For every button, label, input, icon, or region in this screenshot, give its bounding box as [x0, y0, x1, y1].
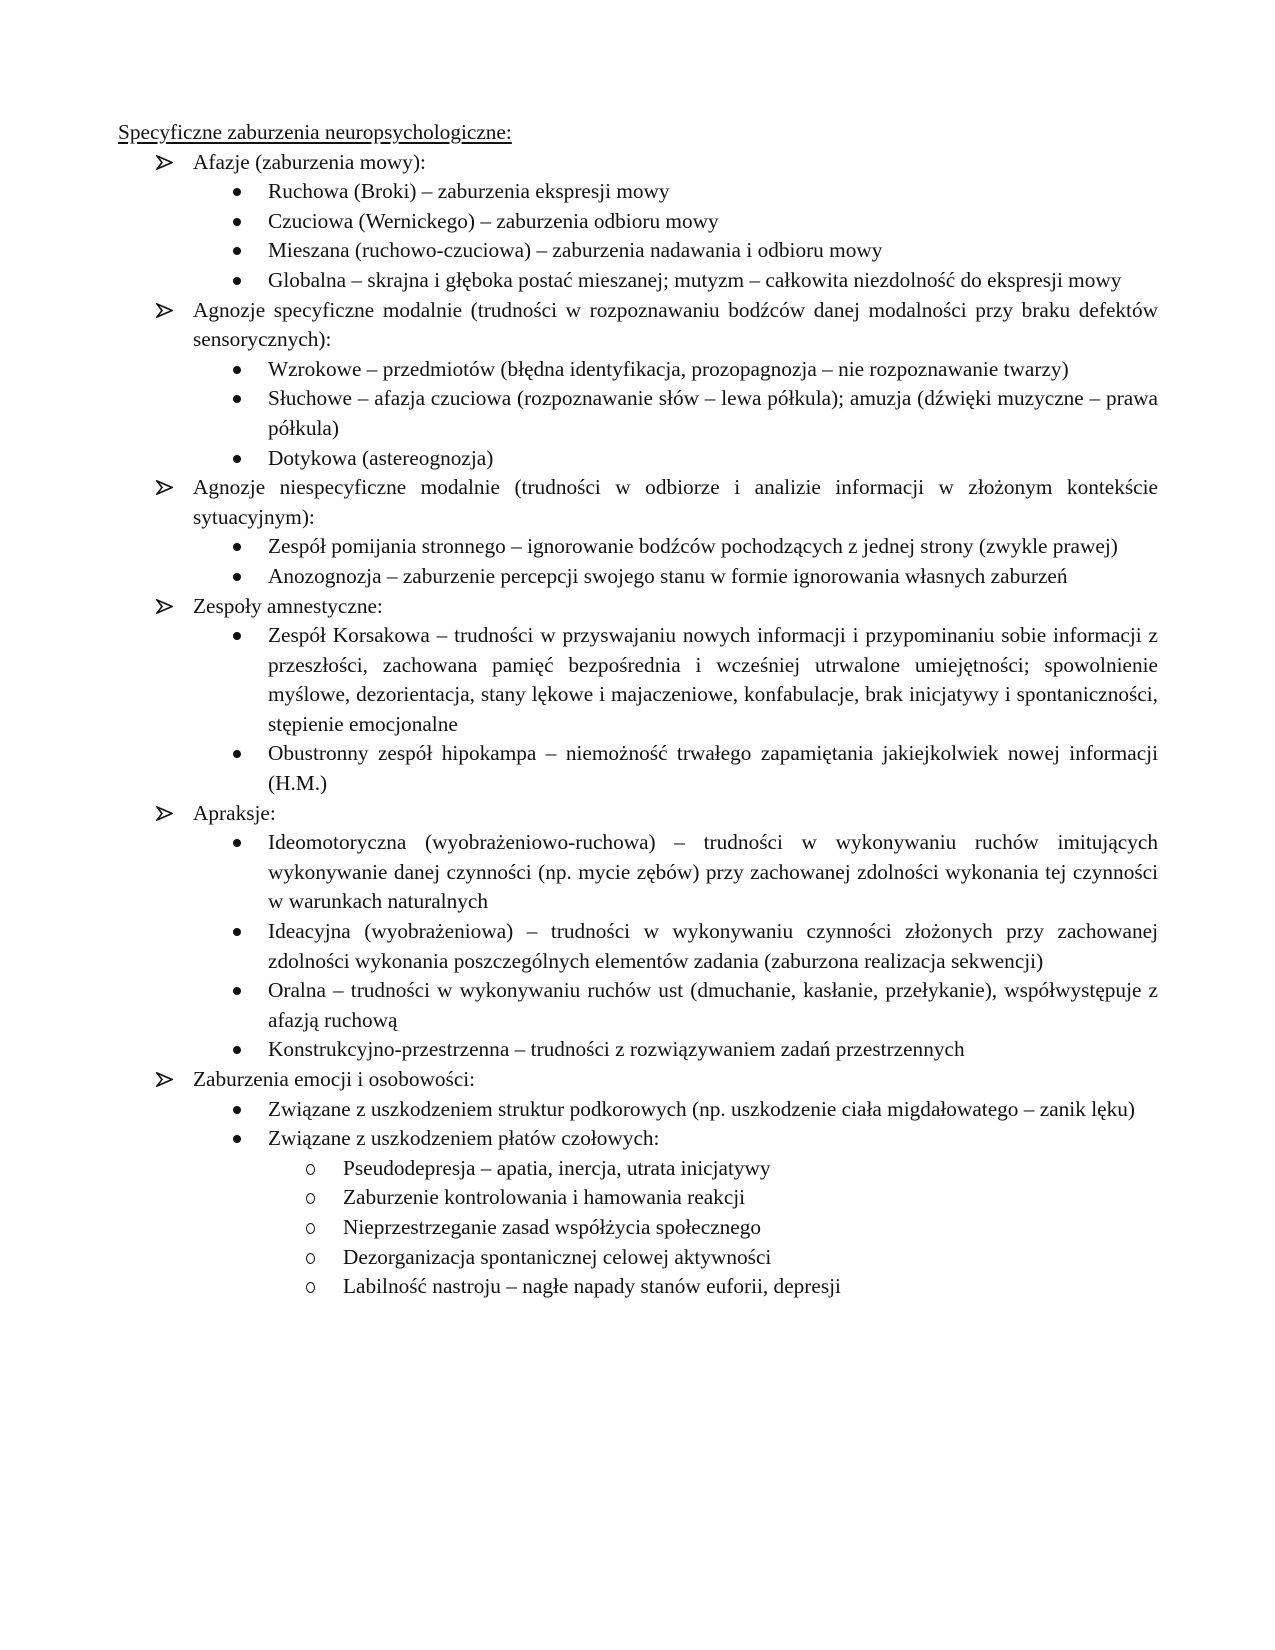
bullet-item — [193, 828, 1158, 917]
section-item — [118, 799, 1158, 1065]
bullet-item — [193, 444, 1158, 474]
bullet-text: Anozognozja – zaburzenie percepcji swojego stanu w formie ignorowania własnych zaburzeń — [268, 563, 1068, 588]
sub-bullet-text: Zaburzenie kontrolowania i hamowania reakcji — [343, 1185, 746, 1210]
bullet-list — [193, 621, 1158, 799]
bullet-list — [193, 1095, 1158, 1302]
bullet-text: Słuchowe – afazja czuciowa (rozpoznawanie słów – lewa półkula); amuzja (dźwięki muzyczne – prawa półkula) — [268, 386, 1158, 440]
bullet-dot-icon — [233, 543, 241, 551]
bullet-dot-icon — [233, 839, 241, 847]
section-heading: Zaburzenia emocji i osobowości: — [193, 1067, 476, 1091]
bullet-item — [193, 236, 1158, 266]
arrowhead-bullet-icon — [156, 155, 173, 170]
bullet-text: Globalna – skrajna i głęboka postać mieszanej; mutyzm – całkowita niezdolność do ekspresji mowy — [268, 267, 1122, 292]
bullet-list — [193, 828, 1158, 1065]
document-page — [118, 118, 1158, 1302]
bullet-text: Konstrukcyjno-przestrzenna – trudności z rozwiązywaniem zadań przestrzennych — [268, 1037, 965, 1062]
circle-bullet-icon — [306, 1282, 315, 1293]
bullet-text: Oralna – trudności w wykonywaniu ruchów ust (dmuchanie, kasłanie, przełykanie), współwystępuje z afazją ruchową — [268, 978, 1158, 1032]
bullet-text: Obustronny zespół hipokampa – niemożność trwałego zapamiętania jakiejkolwiek nowej informacji (H.M.) — [268, 741, 1158, 796]
arrowhead-bullet-icon — [156, 303, 173, 318]
bullet-text: Czuciowa (Wernickego) – zaburzenia odbioru mowy — [268, 208, 719, 233]
section-heading: Apraksje: — [193, 800, 276, 825]
bullet-text: Mieszana (ruchowo-czuciowa) – zaburzenia nadawania i odbioru mowy — [268, 238, 883, 263]
circle-bullet-icon — [306, 1253, 315, 1264]
bullet-item — [193, 355, 1158, 385]
circle-bullet-icon — [306, 1193, 315, 1204]
section-item — [118, 592, 1158, 799]
bullet-text: Ideomotoryczna (wyobrażeniowo-ruchowa) – trudności w wykonywaniu ruchów imitujących wykonywanie danej czynności (np. mycie zębów) przy zachowanej zdolności wykonania tej czynności w warunkach naturalnych — [268, 830, 1158, 914]
section-heading: Afazje (zaburzenia mowy): — [193, 149, 426, 174]
bullet-dot-icon — [233, 632, 241, 640]
bullet-text: Zespół Korsakowa – trudności w przyswajaniu nowych informacji i przypominaniu sobie informacji z przeszłości, zachowana pamięć bezpośrednia i wcześniej utrwalone umiejętności; spowolnienie myślowe, dezorientacja, stany lękowe i majaczeniowe, konfabulacje, brak inicjatywy i spontaniczności, stępienie emocjonalne — [268, 623, 1158, 736]
bullet-text: Związane z uszkodzeniem płatów czołowych: — [268, 1126, 660, 1151]
bullet-text: Zespół pomijania stronnego – ignorowanie bodźców pochodzących z jednej strony (zwykle prawej) — [268, 534, 1118, 559]
bullet-item — [193, 177, 1158, 207]
bullet-dot-icon — [233, 987, 241, 995]
bullet-dot-icon — [233, 455, 241, 463]
section-heading: Zespoły amnestyczne: — [193, 593, 383, 618]
circle-bullet-icon — [306, 1223, 315, 1234]
section-item — [118, 1065, 1158, 1302]
bullet-text: Dotykowa (astereognozja) — [268, 445, 494, 470]
document-title: Specyficzne zaburzenia neuropsychologiczne: — [118, 120, 512, 144]
bullet-text: Związane z uszkodzeniem struktur podkorowych (np. uszkodzenie ciała migdałowatego – zanik lęku) — [268, 1096, 1135, 1121]
bullet-dot-icon — [233, 188, 241, 196]
bullet-dot-icon — [233, 1135, 241, 1143]
section-heading: Agnozje specyficzne modalnie (trudności w rozpoznawaniu bodźców danej modalności przy braku defektów sensorycznych): — [193, 297, 1158, 352]
bullet-item — [193, 562, 1158, 592]
circle-bullet-icon — [306, 1164, 315, 1175]
sub-bullet-item — [268, 1272, 1158, 1302]
section-item — [118, 473, 1158, 591]
bullet-text: Ideacyjna (wyobrażeniowa) – trudności w wykonywaniu czynności złożonych przy zachowanej zdolności wykonania poszczególnych elementów zadania (zaburzona realizacja sekwencji) — [268, 919, 1158, 973]
bullet-item — [193, 739, 1158, 798]
bullet-item — [193, 976, 1158, 1035]
sub-bullet-text: Labilność nastroju – nagłe napady stanów euforii, depresji — [343, 1274, 841, 1299]
sub-bullet-item — [268, 1154, 1158, 1184]
bullet-dot-icon — [233, 750, 241, 758]
bullet-dot-icon — [233, 277, 241, 285]
bullet-item — [193, 621, 1158, 739]
bullet-dot-icon — [233, 395, 241, 403]
sub-bullet-text: Nieprzestrzeganie zasad współżycia społecznego — [343, 1214, 762, 1239]
bullet-dot-icon — [233, 1046, 241, 1054]
sub-bullet-item — [268, 1183, 1158, 1213]
bullet-dot-icon — [233, 928, 241, 936]
bullet-dot-icon — [233, 1106, 241, 1114]
bullet-dot-icon — [233, 247, 241, 255]
bullet-item — [193, 917, 1158, 976]
sub-bullet-list — [268, 1154, 1158, 1302]
bullet-text: Ruchowa (Broki) – zaburzenia ekspresji mowy — [268, 179, 670, 204]
bullet-dot-icon — [233, 366, 241, 374]
bullet-dot-icon — [233, 218, 241, 226]
bullet-item — [193, 532, 1158, 562]
arrowhead-bullet-icon — [156, 599, 173, 614]
bullet-list — [193, 532, 1158, 591]
bullet-item — [193, 207, 1158, 237]
bullet-text: Wzrokowe – przedmiotów (błędna identyfikacja, prozopagnozja – nie rozpoznawanie twarzy) — [268, 356, 1069, 381]
section-item — [118, 296, 1158, 474]
bullet-item — [193, 1124, 1158, 1302]
arrowhead-bullet-icon — [156, 1072, 173, 1087]
bullet-dot-icon — [233, 573, 241, 581]
sub-bullet-text: Pseudodepresja – apatia, inercja, utrata inicjatywy — [343, 1155, 771, 1180]
arrowhead-bullet-icon — [156, 480, 173, 495]
sub-bullet-item — [268, 1243, 1158, 1273]
section-list — [118, 148, 1158, 1302]
section-heading: Agnozje niespecyficzne modalnie (trudności w odbiorze i analizie informacji w złożonym kontekście sytuacyjnym): — [193, 475, 1158, 529]
bullet-list — [193, 355, 1158, 473]
bullet-item — [193, 1035, 1158, 1065]
arrowhead-bullet-icon — [156, 806, 173, 821]
bullet-list — [193, 177, 1158, 295]
sub-bullet-item — [268, 1213, 1158, 1243]
bullet-item — [193, 1095, 1158, 1125]
sub-bullet-text: Dezorganizacja spontanicznej celowej aktywności — [343, 1244, 772, 1269]
bullet-item — [193, 266, 1158, 296]
bullet-item — [193, 384, 1158, 443]
section-item — [118, 148, 1158, 296]
